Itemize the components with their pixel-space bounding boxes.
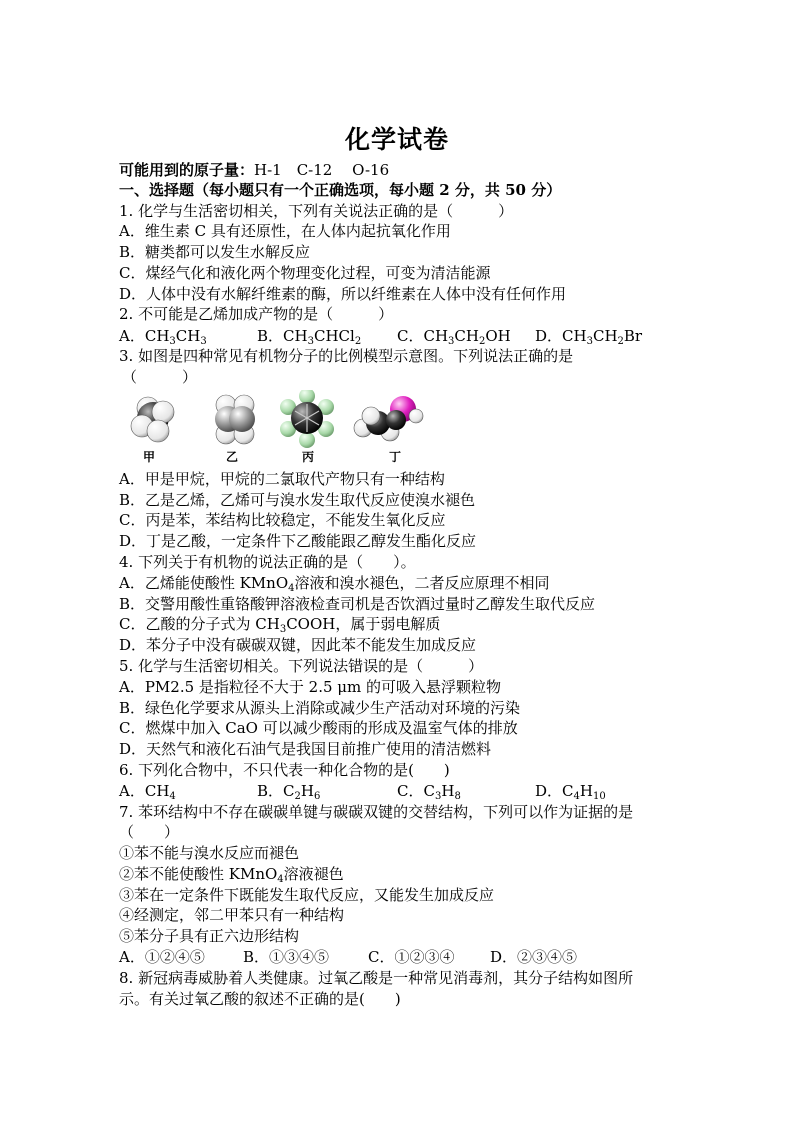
q2-options (119, 326, 642, 346)
q7-choice-a: A．①②④⑤ (119, 948, 205, 966)
q2-option-d: D．$CH_3CH_2Br$ (535, 327, 643, 347)
q3-caption-yi: 乙 (226, 450, 239, 464)
q7-choice-c: C．①②③④ (368, 948, 455, 966)
q1-option-a: A．维生素 C 具有还原性，在人体内起抗氧化作用 (119, 222, 451, 240)
q5-stem: 5. 化学与生活密切相关。下列说法错误的是（ ） (119, 657, 484, 675)
q6-stem: 6. 下列化合物中，不只代表一种化合物的是( ) (119, 761, 450, 779)
q6-option-c: C．$C_3H_8$ (397, 782, 461, 802)
q2-option-a: A．$CH_3CH_3$ (119, 327, 207, 347)
q7-choices (119, 947, 577, 967)
benzene-model (280, 390, 334, 448)
q1-stem: 1. 化学与生活密切相关，下列有关说法正确的是（ ） (119, 202, 514, 220)
q2-option-b: B．$CH_3CHCl_2$ (257, 327, 362, 347)
q3-caption-bing: 丙 (302, 450, 315, 464)
q1-option-c: C．煤经气化和液化两个物理变化过程，可变为清洁能源 (119, 264, 491, 282)
q2-stem: 2. 不可能是乙烯加成产物的是（ ） (119, 305, 394, 323)
q7-choice-b: B．①③④⑤ (243, 948, 330, 966)
q7-stem: 7. 苯环结构中不存在碳碳单键与碳碳双键的交替结构，下列可以作为证据的是 (119, 803, 634, 821)
q7-statement-1: ①苯不能与溴水反应而褪色 (119, 844, 300, 862)
q3-caption-jia: 甲 (143, 450, 156, 464)
q4-option-d: D．苯分子中没有碳碳双键，因此苯不能发生加成反应 (119, 636, 477, 654)
q7-statement-2: ②苯不能使酸性 KMnO$_4$溶液褪色 (119, 865, 344, 885)
q1-option-d: D．人体中没有水解纤维素的酶，所以纤维素在人体中没有任何作用 (119, 285, 567, 303)
ethanol-model (354, 396, 423, 441)
q4-option-c: C．乙酸的分子式为 $CH_3COOH$，属于弱电解质 (119, 615, 441, 635)
q1-option-b: B．糖类都可以发生水解反应 (119, 243, 311, 261)
q4-stem: 4. 下列关于有机物的说法正确的是（ ）。 (119, 553, 416, 571)
q3-option-b: B．乙是乙烯，乙烯可与溴水发生取代反应使溴水褪色 (119, 491, 476, 509)
q7-statement-3: ③苯在一定条件下既能发生取代反应，又能发生加成反应 (119, 886, 495, 904)
q5-option-a: A．PM2.5 是指粒径不大于 2.5 μm 的可吸入悬浮颗粒物 (119, 678, 502, 696)
q7-statement-4: ④经测定，邻二甲苯只有一种结构 (119, 906, 345, 924)
q7-statement-5: ⑤苯分子具有正六边形结构 (119, 927, 300, 945)
q6-option-d: D．$C_4H_{10}$ (535, 782, 606, 802)
section-heading: 一、选择题（每小题只有一个正确选项，每小题 2 分，共 50 分） (119, 181, 562, 199)
q3-option-c: C．丙是苯，苯结构比较稳定，不能发生氧化反应 (119, 511, 446, 529)
q3-stem: 3. 如图是四种常见有机物分子的比例模型示意图。下列说法正确的是 (119, 347, 574, 365)
q5-option-c: C．燃煤中加入 CaO 可以减少酸雨的形成及温室气体的排放 (119, 719, 518, 737)
atomic-mass-values: H-1 C-12 O-16 (254, 161, 390, 179)
q3-answer-paren: （ ） (122, 368, 198, 386)
q8-stem-line2: 示。有关过氧乙酸的叙述不正确的是( ) (119, 990, 401, 1008)
page-title: 化学试卷 (344, 125, 449, 154)
q2-option-c: C．$CH_3CH_2OH$ (397, 327, 511, 347)
methane-model (131, 397, 174, 442)
q4-option-b: B．交警用酸性重铬酸钾溶液检查司机是否饮酒过量时乙醇发生取代反应 (119, 595, 596, 613)
q7-choice-d: D．②③④⑤ (490, 948, 578, 966)
q6-option-a: A．$CH_4$ (119, 782, 176, 802)
q3-option-d: D．丁是乙酸，一定条件下乙酸能跟乙醇发生酯化反应 (119, 532, 477, 550)
q5-option-b: B．绿色化学要求从源头上消除或减少生产活动对环境的污染 (119, 699, 521, 717)
q3-caption-ding: 丁 (389, 450, 402, 464)
atomic-mass-label: 可能用到的原子量： (119, 161, 255, 179)
q6-options (119, 781, 606, 801)
q7-answer-paren: （ ） (119, 823, 180, 841)
q5-option-d: D．天然气和液化石油气是我国目前推广使用的清洁燃料 (119, 740, 492, 758)
q4-option-a: A．乙烯能使酸性 KMnO$_4$溶液和溴水褪色，二者反应原理不相同 (119, 574, 550, 594)
q8-stem-line1: 8. 新冠病毒威胁着人类健康。过氧乙酸是一种常见消毒剂，其分子结构如图所 (119, 969, 634, 987)
q3-option-a: A．甲是甲烷，甲烷的二氯取代产物只有一种结构 (119, 470, 445, 488)
q6-option-b: B．$C_2H_6$ (257, 782, 321, 802)
atomic-mass-line (119, 160, 389, 180)
ethylene-model (215, 395, 255, 444)
